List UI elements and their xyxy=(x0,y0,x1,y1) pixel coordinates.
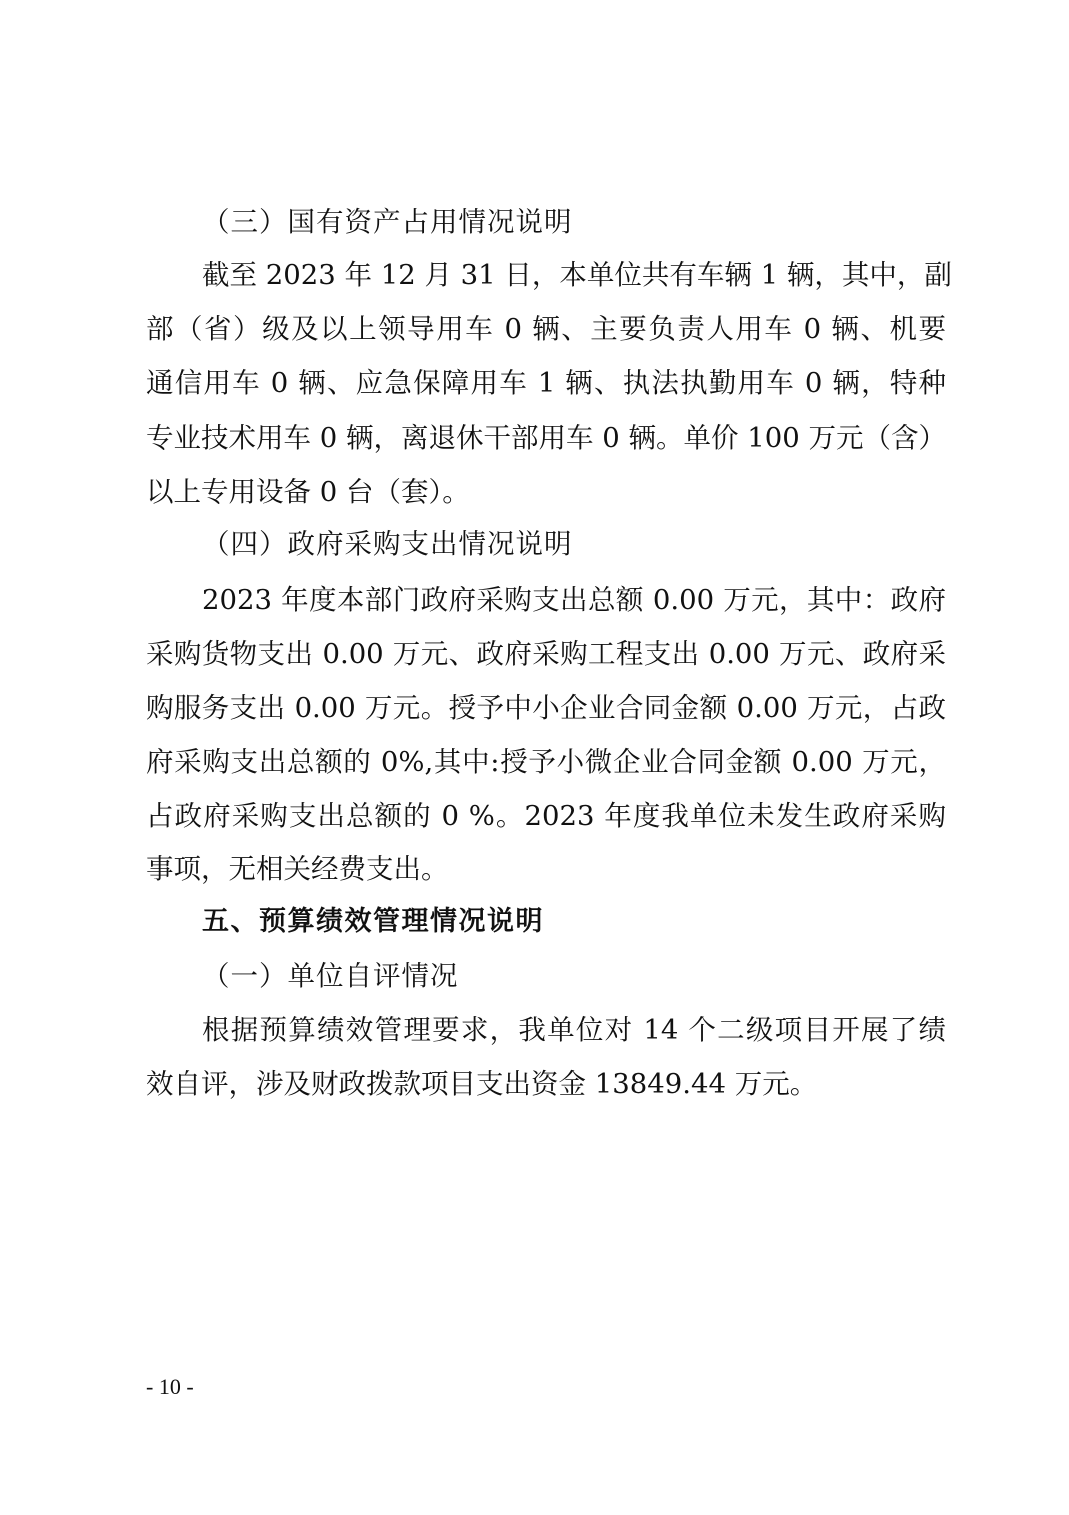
page-number: - 10 - xyxy=(146,1374,194,1399)
section-5-heading: 五、预算绩效管理情况说明 xyxy=(202,906,544,937)
section-3-paragraph-line: 通信用车 0 辆、应急保障用车 1 辆、执法执勤用车 0 辆，特种 xyxy=(146,367,946,399)
section-4-paragraph-line: 购服务支出 0.00 万元。授予中小企业合同金额 0.00 万元，占政 xyxy=(146,692,946,724)
section-4-paragraph-line: 占政府采购支出总额的 0 %。2023 年度我单位未发生政府采购 xyxy=(146,800,946,832)
section-4-paragraph-line: 府采购支出总额的 0%,其中:授予小微企业合同金额 0.00 万元， xyxy=(146,746,946,778)
section-3-paragraph-line: 以上专用设备 0 台（套）。 xyxy=(146,476,470,508)
section-3-paragraph-line: 专业技术用车 0 辆，离退休干部用车 0 辆。单价 100 万元（含） xyxy=(146,422,946,454)
section-4-paragraph-line: 事项，无相关经费支出。 xyxy=(146,853,449,885)
section-4-paragraph-line: 采购货物支出 0.00 万元、政府采购工程支出 0.00 万元、政府采 xyxy=(146,638,946,670)
section-3-paragraph-line: 部（省）级及以上领导用车 0 辆、主要负责人用车 0 辆、机要 xyxy=(146,313,946,345)
section-3-heading: （三）国有资产占用情况说明 xyxy=(202,206,573,238)
section-5-paragraph-line: 根据预算绩效管理要求，我单位对 14 个二级项目开展了绩 xyxy=(202,1014,946,1046)
section-5-paragraph-line: 效自评，涉及财政拨款项目支出资金 13849.44 万元。 xyxy=(146,1068,818,1100)
section-4-paragraph-line: 2023 年度本部门政府采购支出总额 0.00 万元，其中：政府 xyxy=(202,584,946,616)
section-4-heading: （四）政府采购支出情况说明 xyxy=(202,528,573,560)
section-3-paragraph-line: 截至 2023 年 12 月 31 日，本单位共有车辆 1 辆，其中，副 xyxy=(202,259,952,291)
section-5-sub-heading: （一）单位自评情况 xyxy=(202,960,459,992)
